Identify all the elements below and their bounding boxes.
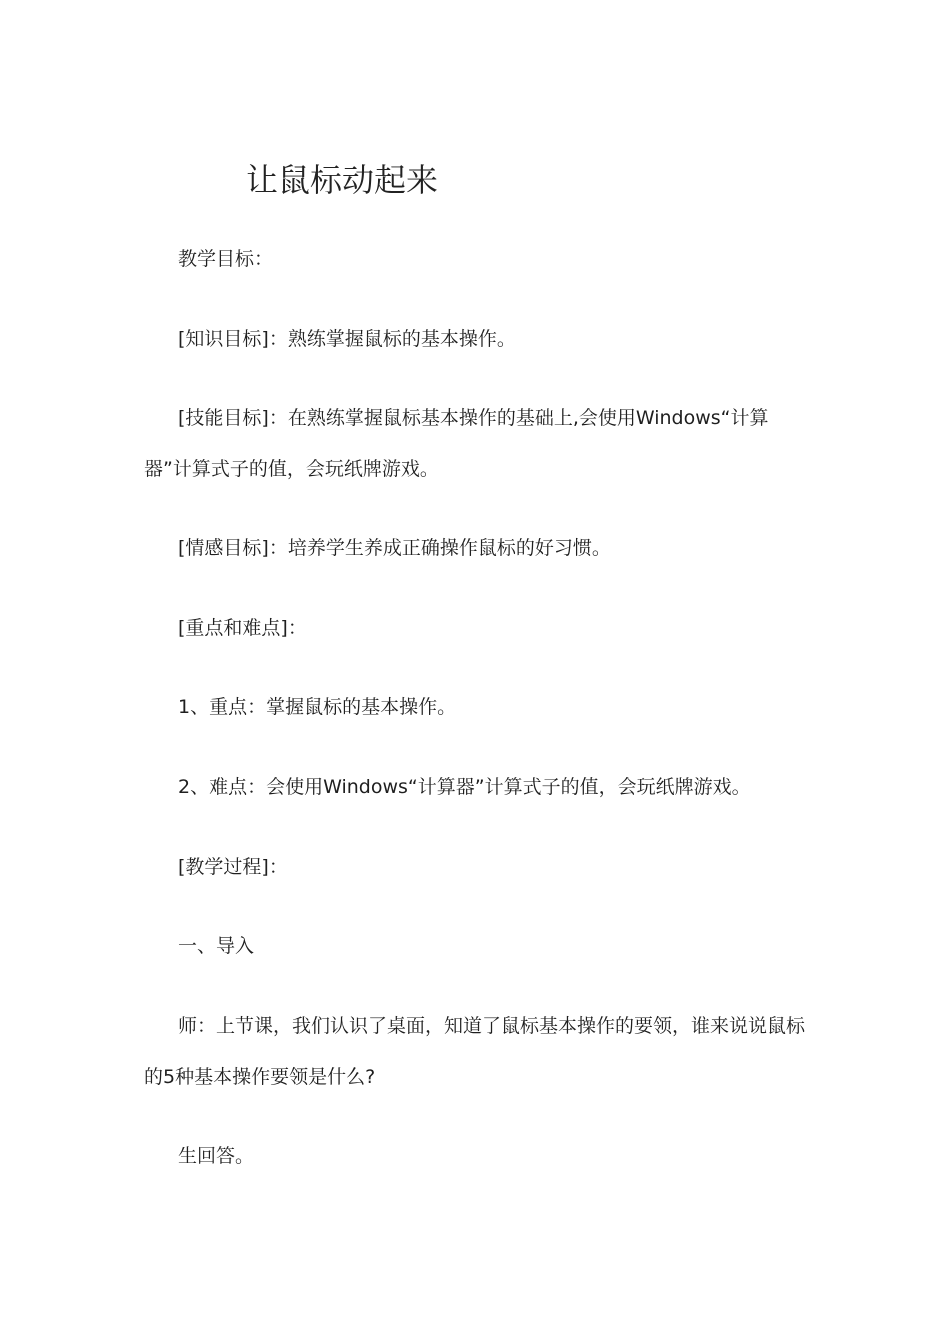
section-heading-introduction: 一、导入 xyxy=(178,935,255,957)
paragraph-teaching-process: [教学过程]： xyxy=(178,856,288,878)
paragraph-knowledge-objective: [知识目标]：熟练掌握鼠标的基本操作。 xyxy=(178,328,516,350)
paragraph-skill-objective: [技能目标]：在熟练掌握鼠标基本操作的基础上,会使用Windows“计算器”计算式子的值，会玩纸牌游戏。 xyxy=(144,407,769,480)
paragraph-difficult-point: 2、难点：会使用Windows“计算器”计算式子的值，会玩纸牌游戏。 xyxy=(178,776,751,798)
paragraph-teacher-question: 师：上节课，我们认识了桌面，知道了鼠标基本操作的要领，谁来说说鼠标的5种基本操作要领是什么? xyxy=(144,1015,806,1088)
document-title: 让鼠标动起来 xyxy=(246,161,439,199)
paragraph-teaching-objectives: 教学目标： xyxy=(178,248,274,270)
paragraph-key-point: 1、重点：掌握鼠标的基本操作。 xyxy=(178,696,457,718)
paragraph-key-and-difficult-points: [重点和难点]： xyxy=(178,617,307,639)
paragraph-emotional-objective: [情感目标]：培养学生养成正确操作鼠标的好习惯。 xyxy=(178,537,611,559)
paragraph-student-answer: 生回答。 xyxy=(178,1145,255,1167)
